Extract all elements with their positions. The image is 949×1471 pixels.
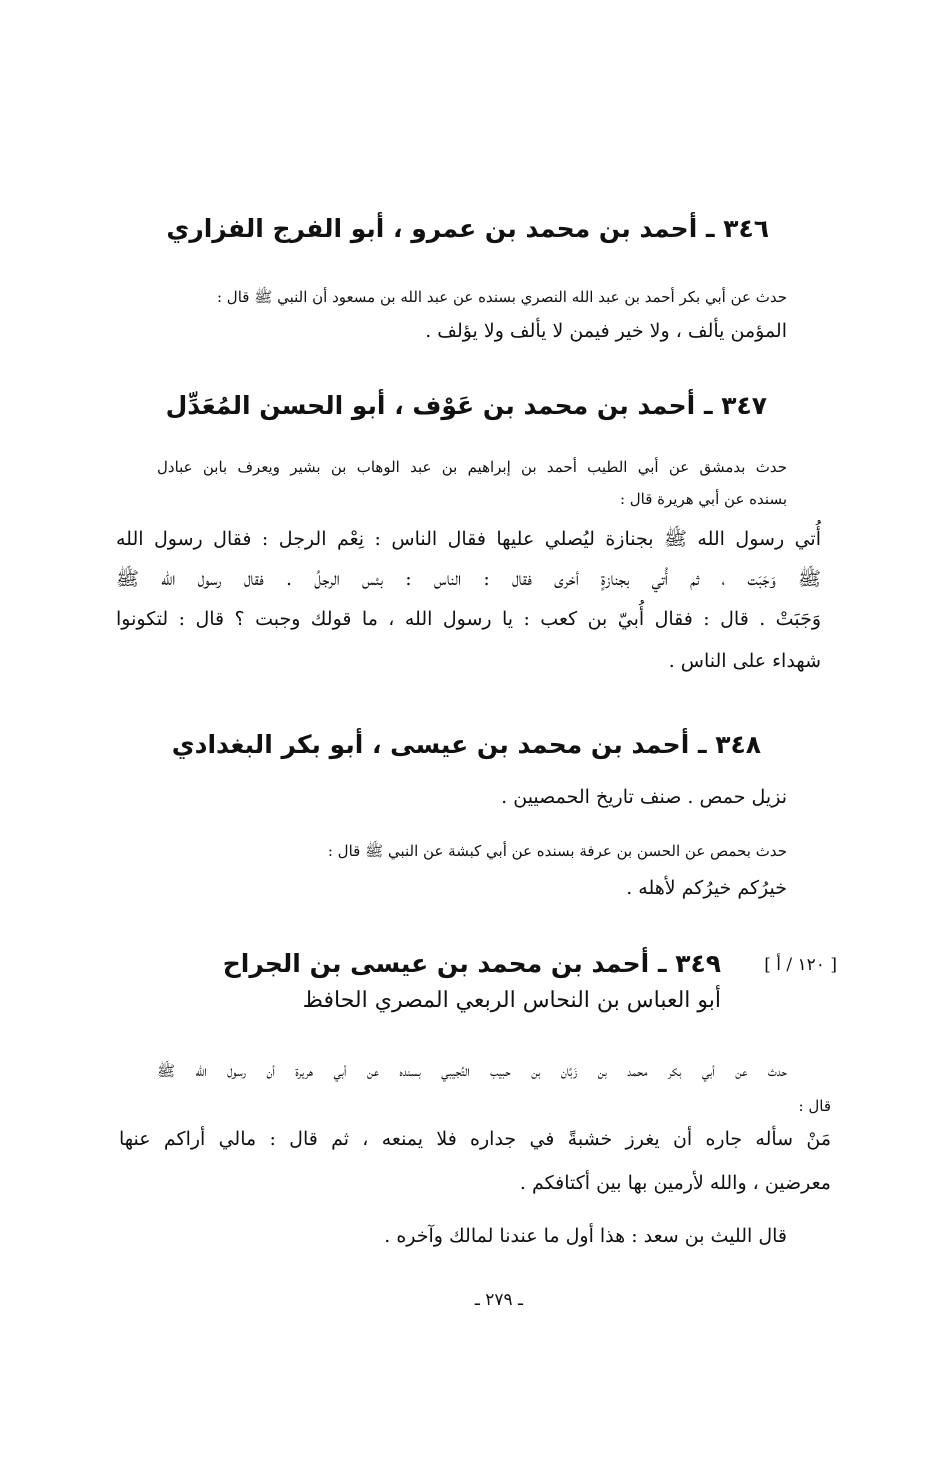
entry-349-subtitle: أبو العباس بن النحاس الربعي المصري الحافظ [302,988,721,1013]
entry-349-text-line-1: مَنْ سأله جاره أن يغرز خشبةً في جداره فلا يمنعه ، ثم قال : مالي أراكم عنها [119,1128,831,1150]
entry-347-text-line-3: وَجَبَتْ . قال : فقال أُبيّ بن كعب : يا رسول الله ، ما قولك وجبت ؟ قال : لتكونوا [116,608,821,630]
entry-349-chain-line-2: قال : [798,1097,831,1115]
entry-348-text: خيرُكم خيرُكم لأهله . [626,877,787,899]
entry-347-text-line-4: شهداء على الناس . [668,650,821,672]
entry-347-text-line-2: ﷺ وَجَبَت ، ثم أُتي بجنازةٍ أخرى فقال : الناس : بئس الرجلُ . فقال رسول الله ﷺ [116,568,821,590]
entry-349-text-line-2: معرضين ، والله لأرمين بها بين أكتافكم . [519,1172,831,1194]
entry-347-chain-line-1: حدث بدمشق عن أبي الطيب أحمد بن إبراهيم بن عبد الوهاب بن بشير ويعرف بابن عبادل [157,458,787,476]
entry-346-title: ٣٤٦ ـ أحمد بن محمد بن عمرو ، أبو الفرج الفزاري [166,214,769,243]
entry-346-text: المؤمن يألف ، ولا خير فيمن لا يألف ولا يؤلف . [425,320,787,342]
entry-347-text-line-1: أُتي رسول الله ﷺ بجنازة ليُصلي عليها فقال الناس : نِعْم الرجل : فقال رسول الله [116,528,821,550]
entry-347-chain-line-2: بسنده عن أبي هريرة قال : [619,490,787,508]
entry-348-note: نزيل حمص . صنف تاريخ الحمصيين . [501,786,787,808]
entry-348-title: ٣٤٨ ـ أحمد بن محمد بن عيسى ، أبو بكر البغدادي [171,730,761,759]
entry-349-chain-line-1: حدث عن أبي بكر محمد بن زَبَّان بن حبيب التُجيبي بسنده عن أبي هريرة أن رسول الله ﷺ [157,1062,787,1080]
page-number: ـ ٢٧٩ ـ [474,1290,523,1310]
folio-marker: [ ١٢٠ / أ ] [764,955,837,975]
entry-348-chain: حدث بحمص عن الحسن بن عرفة بسنده عن أبي كبشة عن النبي ﷺ قال : [327,842,787,860]
entry-347-title: ٣٤٧ ـ أحمد بن محمد بن عَوْف ، أبو الحسن المُعَدِّل [165,391,767,420]
entry-349-closing: قال الليث بن سعد : هذا أول ما عندنا لمالك وآخره . [384,1225,787,1247]
entry-346-chain: حدث عن أبي بكر أحمد بن عبد الله النصري بسنده عن عبد الله بن مسعود أن النبي ﷺ قال : [216,288,787,306]
entry-349-title: ٣٤٩ ـ أحمد بن محمد بن عيسى بن الجراح [222,949,721,978]
